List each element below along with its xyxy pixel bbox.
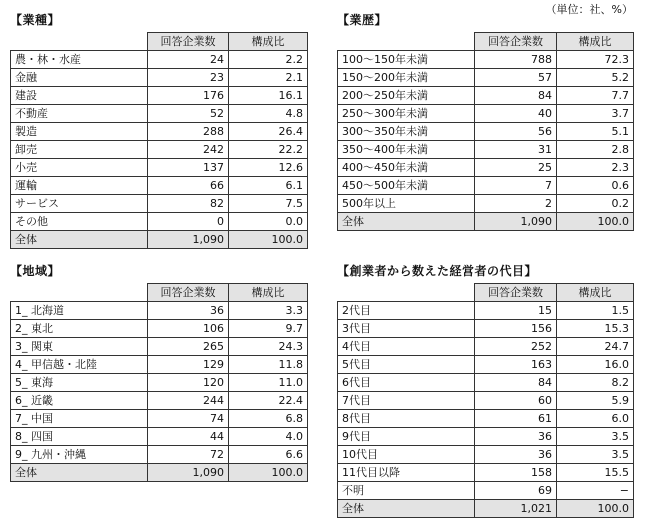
table-row (11, 392, 308, 410)
table-row (11, 428, 308, 446)
row-label: 金融 (11, 69, 148, 87)
table-row (11, 69, 308, 87)
total-row (11, 231, 308, 249)
row-label: 不明 (338, 482, 475, 500)
table-row (338, 69, 634, 87)
row-label: 250〜300年未満 (338, 105, 475, 123)
industry-title: 【業種】 (10, 13, 61, 27)
count-cell: 23 (148, 69, 229, 87)
industry-table (10, 32, 308, 249)
table-row (11, 105, 308, 123)
table-row (338, 356, 634, 374)
row-label: 450〜500年未満 (338, 177, 475, 195)
count-cell: 788 (475, 51, 557, 69)
ratio-cell: 3.5 (557, 428, 634, 446)
row-label: 5代目 (338, 356, 475, 374)
count-cell: 129 (148, 356, 229, 374)
region-block (10, 263, 308, 482)
ratio-cell: 4.8 (229, 105, 308, 123)
table-row (11, 410, 308, 428)
row-label: 11代目以降 (338, 464, 475, 482)
count-cell: 176 (148, 87, 229, 105)
table-row (338, 446, 634, 464)
row-label: 製造 (11, 123, 148, 141)
count-cell: 120 (148, 374, 229, 392)
ratio-cell: 11.0 (229, 374, 308, 392)
row-label: 全体 (338, 213, 475, 231)
table-row (11, 356, 308, 374)
count-cell: 56 (475, 123, 557, 141)
row-label: サービス (11, 195, 148, 213)
row-label: 150〜200年未満 (338, 69, 475, 87)
table-row (338, 464, 634, 482)
count-cell: 7 (475, 177, 557, 195)
count-cell: 1,090 (148, 231, 229, 249)
ratio-cell: 9.7 (229, 320, 308, 338)
table-row (338, 320, 634, 338)
count-cell: 1,090 (475, 213, 557, 231)
table-row (338, 482, 634, 500)
count-cell: 156 (475, 320, 557, 338)
row-label: 9_ 九州・沖縄 (11, 446, 148, 464)
row-label: 建設 (11, 87, 148, 105)
row-label: 全体 (11, 464, 148, 482)
ratio-cell: 2.1 (229, 69, 308, 87)
table-row (338, 428, 634, 446)
row-label: 4代目 (338, 338, 475, 356)
table-row (338, 87, 634, 105)
ratio-cell: 11.8 (229, 356, 308, 374)
table-row (338, 141, 634, 159)
count-cell: 1,090 (148, 464, 229, 482)
count-cell: 44 (148, 428, 229, 446)
ratio-cell: 16.0 (557, 356, 634, 374)
ratio-cell: 100.0 (557, 500, 634, 518)
industry-block (10, 12, 308, 249)
ratio-cell: 24.3 (229, 338, 308, 356)
ratio-cell: 3.3 (229, 302, 308, 320)
table-row (11, 123, 308, 141)
row-label: 5_ 東海 (11, 374, 148, 392)
table-row (11, 320, 308, 338)
ratio-cell: 100.0 (229, 464, 308, 482)
ratio-cell: 3.7 (557, 105, 634, 123)
table-row (11, 374, 308, 392)
count-cell: 84 (475, 374, 557, 392)
row-label: 200〜250年未満 (338, 87, 475, 105)
header-blank (11, 284, 148, 302)
count-cell: 1,021 (475, 500, 557, 518)
count-cell: 242 (148, 141, 229, 159)
ratio-cell: 22.4 (229, 392, 308, 410)
table-row (338, 177, 634, 195)
table-row (338, 338, 634, 356)
row-label: 3_ 関東 (11, 338, 148, 356)
ratio-cell: − (557, 482, 634, 500)
ratio-cell: 6.6 (229, 446, 308, 464)
header-blank (338, 33, 475, 51)
count-cell: 66 (148, 177, 229, 195)
ratio-cell: 22.2 (229, 141, 308, 159)
table-row (338, 392, 634, 410)
ratio-cell: 15.5 (557, 464, 634, 482)
ratio-cell: 1.5 (557, 302, 634, 320)
region-table (10, 283, 308, 482)
header-count: 回答企業数 (148, 33, 229, 51)
count-cell: 52 (148, 105, 229, 123)
count-cell: 36 (475, 428, 557, 446)
header-ratio: 構成比 (557, 33, 634, 51)
history-table (337, 32, 634, 231)
row-label: 3代目 (338, 320, 475, 338)
unit-note: （単位：社、%） (545, 3, 633, 16)
table-row (338, 123, 634, 141)
row-label: 400〜450年未満 (338, 159, 475, 177)
row-label: 9代目 (338, 428, 475, 446)
table-row (11, 159, 308, 177)
table-row (338, 51, 634, 69)
header-count: 回答企業数 (475, 33, 557, 51)
ratio-cell: 15.3 (557, 320, 634, 338)
ratio-cell: 100.0 (557, 213, 634, 231)
table-row (338, 195, 634, 213)
ratio-cell: 2.2 (229, 51, 308, 69)
ratio-cell: 0.6 (557, 177, 634, 195)
row-label: 卸売 (11, 141, 148, 159)
ratio-cell: 12.6 (229, 159, 308, 177)
count-cell: 61 (475, 410, 557, 428)
row-label: 農・林・水産 (11, 51, 148, 69)
ratio-cell: 5.1 (557, 123, 634, 141)
row-label: 7_ 中国 (11, 410, 148, 428)
row-label: 不動産 (11, 105, 148, 123)
ratio-cell: 6.1 (229, 177, 308, 195)
ratio-cell: 5.2 (557, 69, 634, 87)
count-cell: 36 (475, 446, 557, 464)
header-ratio: 構成比 (229, 284, 308, 302)
count-cell: 60 (475, 392, 557, 410)
count-cell: 25 (475, 159, 557, 177)
count-cell: 69 (475, 482, 557, 500)
ratio-cell: 7.7 (557, 87, 634, 105)
header-count: 回答企業数 (148, 284, 229, 302)
count-cell: 252 (475, 338, 557, 356)
count-cell: 158 (475, 464, 557, 482)
ratio-cell: 8.2 (557, 374, 634, 392)
count-cell: 40 (475, 105, 557, 123)
count-cell: 265 (148, 338, 229, 356)
row-label: 10代目 (338, 446, 475, 464)
row-label: 全体 (338, 500, 475, 518)
header-ratio: 構成比 (229, 33, 308, 51)
table-row (338, 105, 634, 123)
table-row (11, 302, 308, 320)
ratio-cell: 2.3 (557, 159, 634, 177)
generation-table (337, 283, 634, 518)
count-cell: 163 (475, 356, 557, 374)
count-cell: 137 (148, 159, 229, 177)
header-blank (11, 33, 148, 51)
count-cell: 24 (148, 51, 229, 69)
table-row (11, 87, 308, 105)
row-label: 小売 (11, 159, 148, 177)
count-cell: 106 (148, 320, 229, 338)
table-row (338, 374, 634, 392)
table-row (11, 195, 308, 213)
count-cell: 84 (475, 87, 557, 105)
table-row (338, 159, 634, 177)
ratio-cell: 6.0 (557, 410, 634, 428)
ratio-cell: 24.7 (557, 338, 634, 356)
count-cell: 2 (475, 195, 557, 213)
table-row (11, 51, 308, 69)
count-cell: 74 (148, 410, 229, 428)
row-label: 350〜400年未満 (338, 141, 475, 159)
count-cell: 36 (148, 302, 229, 320)
count-cell: 15 (475, 302, 557, 320)
row-label: その他 (11, 213, 148, 231)
generation-block (337, 263, 634, 518)
ratio-cell: 6.8 (229, 410, 308, 428)
generation-title: 【創業者から数えた経営者の代目】 (337, 264, 538, 278)
header-count: 回答企業数 (475, 284, 557, 302)
ratio-cell: 0.0 (229, 213, 308, 231)
row-label: 全体 (11, 231, 148, 249)
count-cell: 82 (148, 195, 229, 213)
table-row (338, 302, 634, 320)
row-label: 2_ 東北 (11, 320, 148, 338)
count-cell: 31 (475, 141, 557, 159)
row-label: 6_ 近畿 (11, 392, 148, 410)
total-row (11, 464, 308, 482)
count-cell: 244 (148, 392, 229, 410)
count-cell: 72 (148, 446, 229, 464)
row-label: 4_ 甲信越・北陸 (11, 356, 148, 374)
row-label: 運輸 (11, 177, 148, 195)
header-ratio: 構成比 (557, 284, 634, 302)
table-row (11, 446, 308, 464)
ratio-cell: 7.5 (229, 195, 308, 213)
ratio-cell: 100.0 (229, 231, 308, 249)
region-title: 【地域】 (10, 264, 61, 278)
count-cell: 288 (148, 123, 229, 141)
ratio-cell: 4.0 (229, 428, 308, 446)
table-row (11, 338, 308, 356)
ratio-cell: 72.3 (557, 51, 634, 69)
row-label: 8代目 (338, 410, 475, 428)
header-blank (338, 284, 475, 302)
ratio-cell: 26.4 (229, 123, 308, 141)
ratio-cell: 0.2 (557, 195, 634, 213)
total-row (338, 213, 634, 231)
table-row (11, 141, 308, 159)
row-label: 100〜150年未満 (338, 51, 475, 69)
row-label: 8_ 四国 (11, 428, 148, 446)
table-row (338, 410, 634, 428)
table-row (11, 177, 308, 195)
table-row (11, 213, 308, 231)
ratio-cell: 16.1 (229, 87, 308, 105)
row-label: 1_ 北海道 (11, 302, 148, 320)
history-title: 【業歴】 (337, 13, 388, 27)
row-label: 300〜350年未満 (338, 123, 475, 141)
row-label: 7代目 (338, 392, 475, 410)
count-cell: 0 (148, 213, 229, 231)
ratio-cell: 5.9 (557, 392, 634, 410)
total-row (338, 500, 634, 518)
ratio-cell: 3.5 (557, 446, 634, 464)
ratio-cell: 2.8 (557, 141, 634, 159)
count-cell: 57 (475, 69, 557, 87)
history-block (337, 12, 634, 231)
row-label: 2代目 (338, 302, 475, 320)
row-label: 500年以上 (338, 195, 475, 213)
row-label: 6代目 (338, 374, 475, 392)
